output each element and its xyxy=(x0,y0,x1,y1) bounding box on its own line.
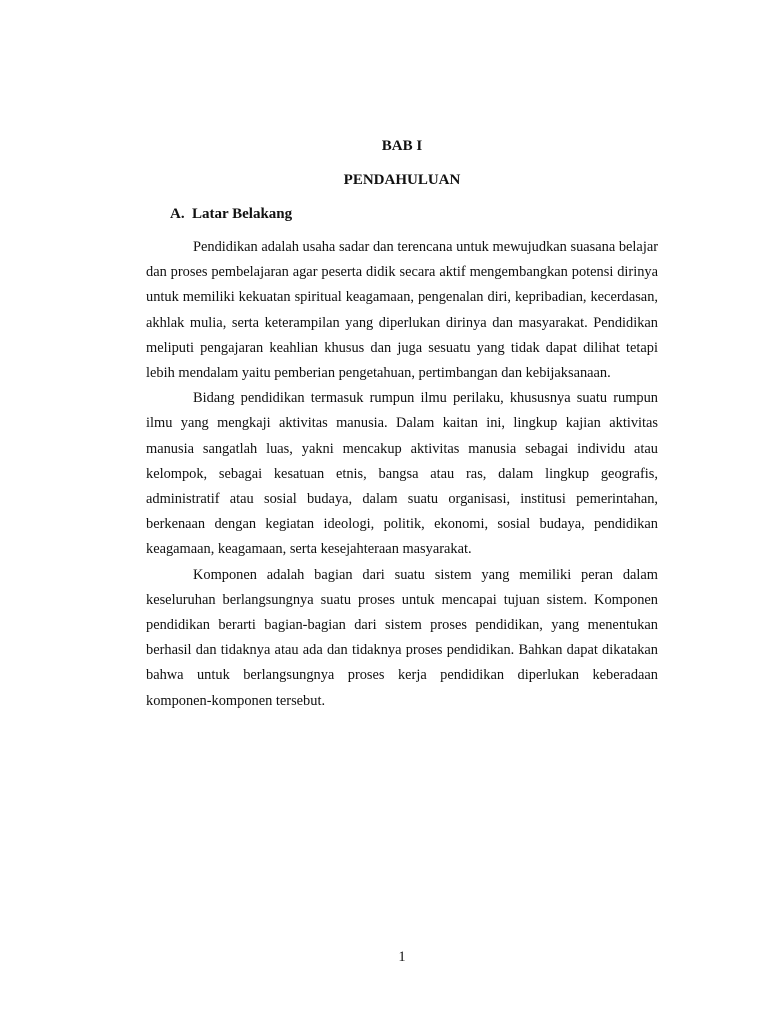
section-marker: A. xyxy=(170,206,185,222)
chapter-number: BAB I xyxy=(381,138,423,154)
paragraph: Komponen adalah bagian dari suatu sistem yang memiliki peran dalam keseluruhan berlangsungnya suatu proses untuk mencapai tujuan sistem. Komponen pendidikan berarti bagian-bagian dari sistem proses pendidikan, yang menentukan berhasil dan tidaknya atau ada dan tidaknya proses pendidikan. Bahkan dapat dikatakan bahwa untuk berlangsungnya proses kerja pendidikan diperlukan keberadaan komponen-komponen tersebut. xyxy=(146,566,658,709)
paragraph: Bidang pendidikan termasuk rumpun ilmu perilaku, khususnya suatu rumpun ilmu yang mengkaji aktivitas manusia. Dalam kaitan ini, lingkup kajian aktivitas manusia sangatlah luas, yakni mencakup aktivitas manusia sebagai individu atau kelompok, sebagai kesatuan etnis, bangsa atau ras, dalam lingkup geografis, administratif atau sosial budaya, dalam suatu organisasi, institusi pemerintahan, berkenaan dengan kegiatan ideologi, politik, ekonomi, sosial budaya, pendidikan keagamaan, keagamaan, serta kesejahteraan masyarakat. xyxy=(146,390,658,558)
section-title: Latar Belakang xyxy=(192,206,293,222)
section-heading xyxy=(170,205,292,223)
body-text xyxy=(146,235,658,714)
page-number: 1 xyxy=(398,949,406,965)
paragraph: Pendidikan adalah usaha sadar dan terencana untuk mewujudkan suasana belajar dan proses pembelajaran agar peserta didik secara aktif mengembangkan potensi dirinya untuk memiliki kekuatan spiritual keagamaan, pengenalan diri, kepribadian, kecerdasan, akhlak mulia, serta keterampilan yang diperlukan dirinya dan masyarakat. Pendidikan meliputi pengajaran keahlian khusus dan juga sesuatu yang tidak dapat dilihat tetapi lebih mendalam yaitu pemberian pengetahuan, pertimbangan dan kebijaksanaan. xyxy=(146,239,658,382)
chapter-title: PENDAHULUAN xyxy=(343,172,461,188)
